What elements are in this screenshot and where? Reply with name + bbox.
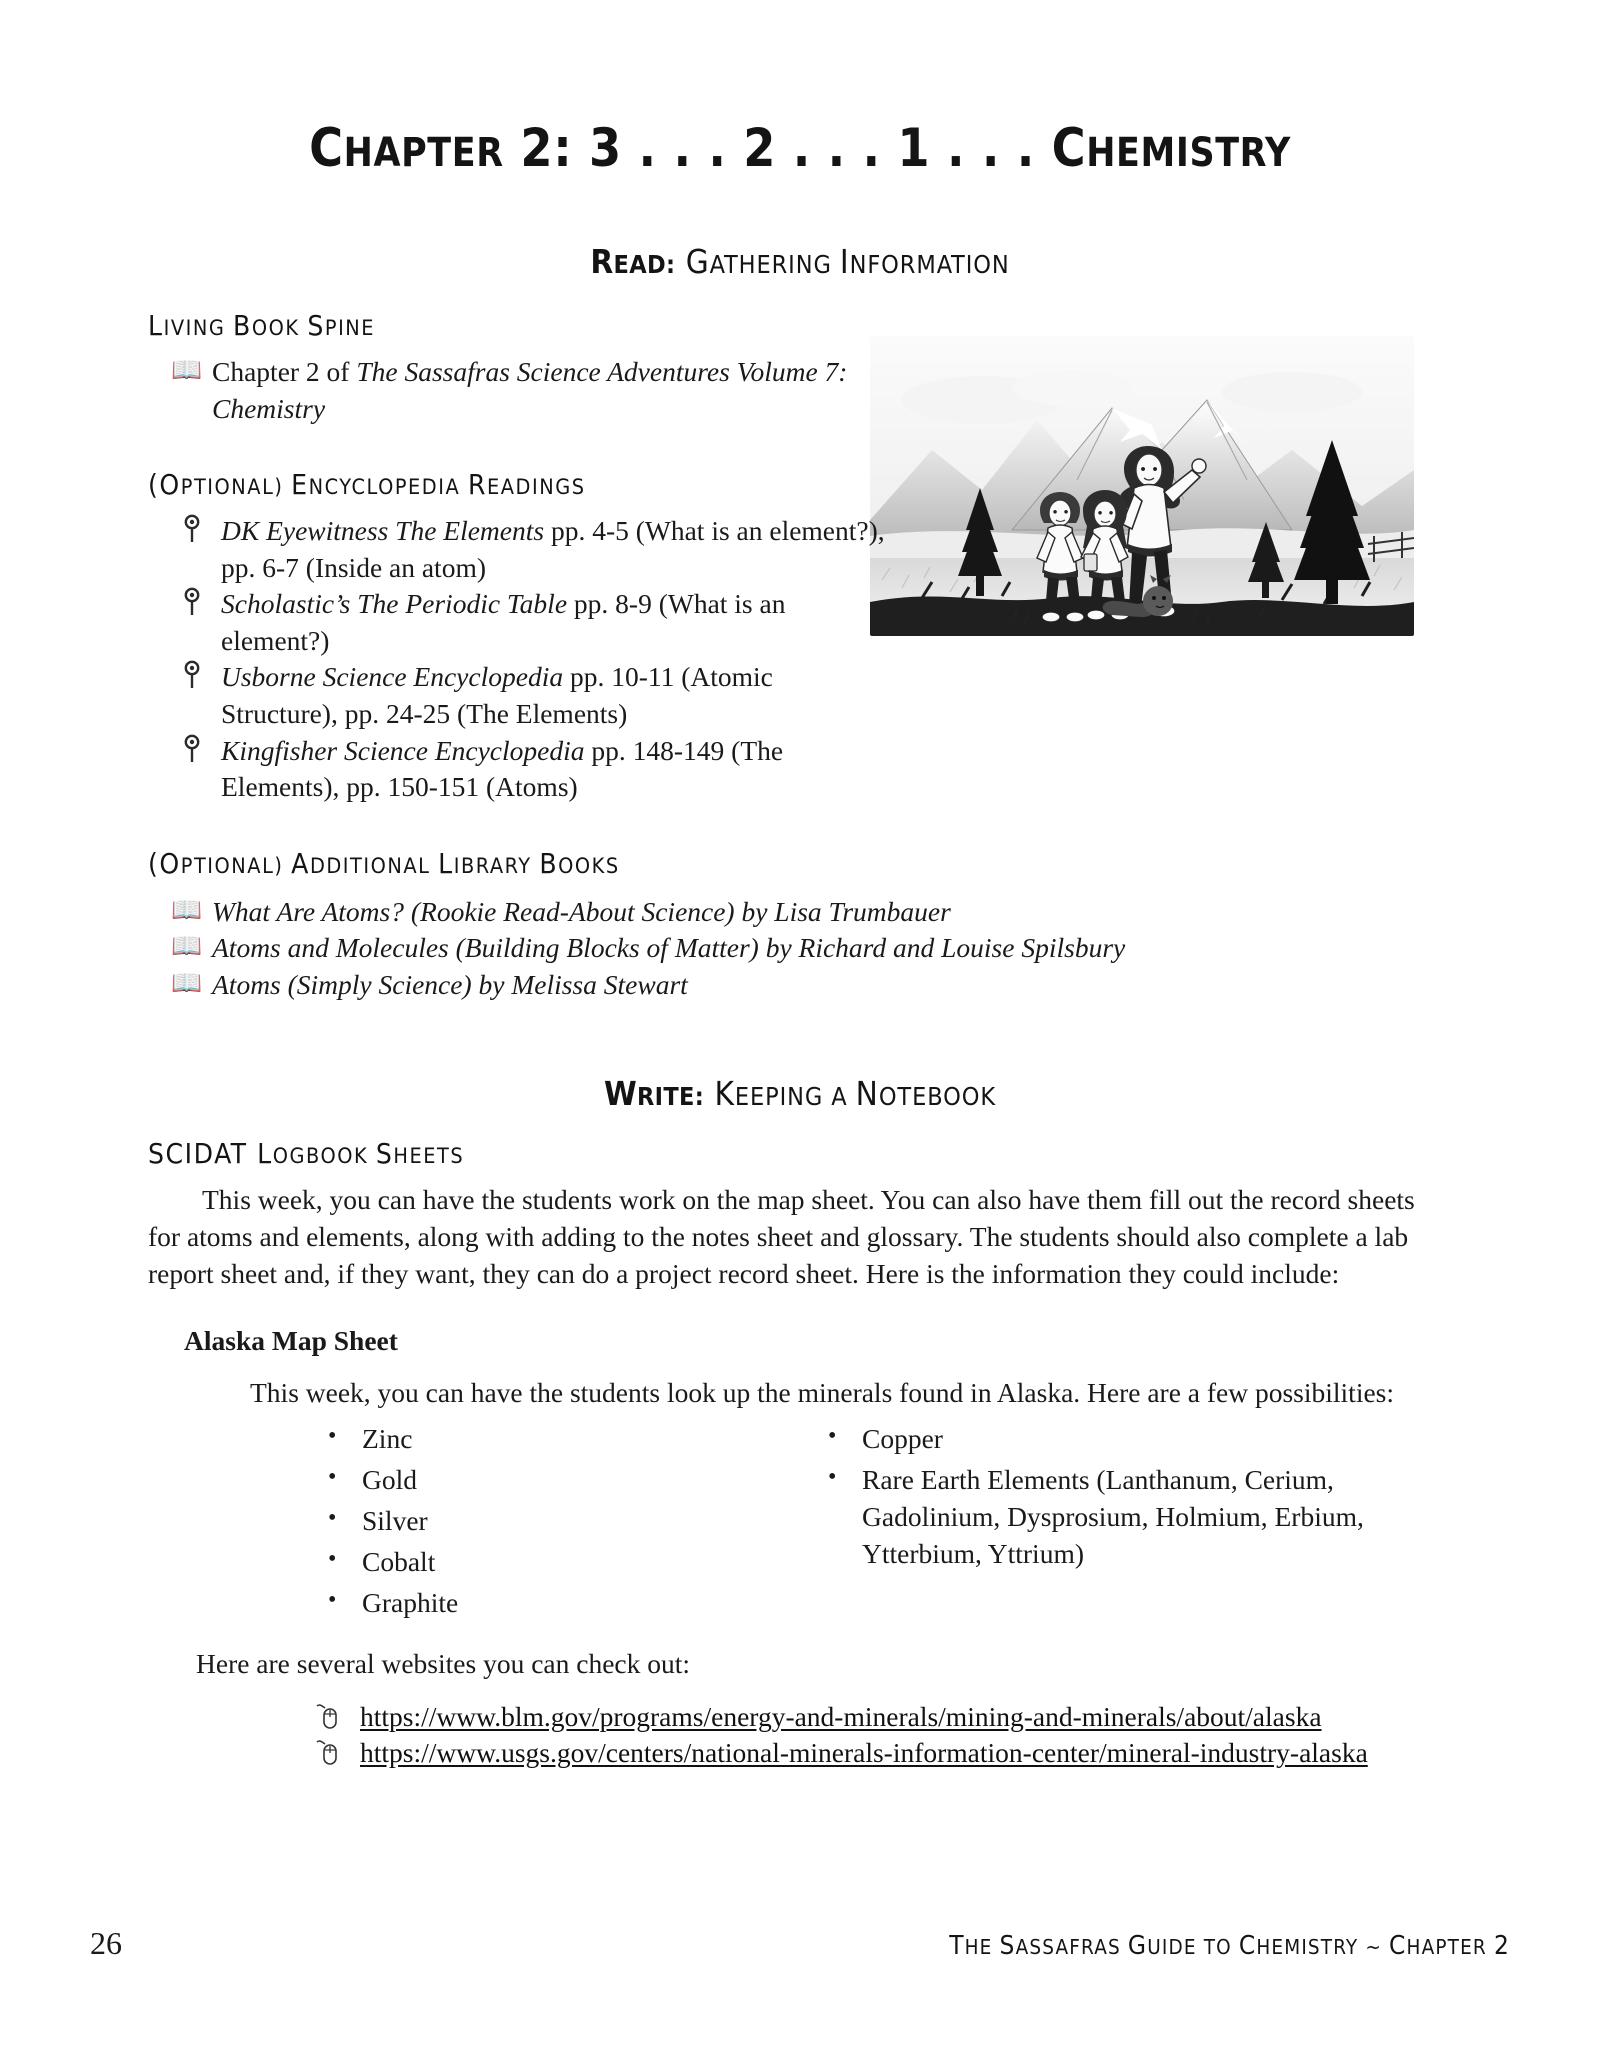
read-heading-mid2: NFORMATION xyxy=(849,250,1010,279)
lbs-a: L xyxy=(148,309,164,342)
page-title-w2: HEMISTRY xyxy=(1086,130,1291,176)
write-heading-lead-cap: W xyxy=(603,1074,638,1114)
minerals-list-2 xyxy=(818,1421,1452,1572)
lbs-c: B xyxy=(233,309,252,342)
lib-item-2: Atoms (Simply Science) by Melissa Stewart xyxy=(212,968,688,1000)
read-heading-lead xyxy=(590,242,675,281)
page-footer xyxy=(0,1925,1600,1962)
lbs-b: IVING xyxy=(163,316,234,341)
list-item: • Graphite xyxy=(318,1585,788,1622)
encyclopedia-readings-heading xyxy=(148,468,888,502)
list-item xyxy=(148,967,1452,1004)
open-book-icon: 📖 xyxy=(171,969,203,997)
write-heading-cap2: N xyxy=(855,1074,879,1114)
enc-item-3-italic: Kingfisher Science Encyclopedia xyxy=(221,734,585,766)
sci-e: HEETS xyxy=(393,1144,465,1170)
computer-mouse-icon xyxy=(312,1701,346,1736)
lib-e: L xyxy=(438,846,454,880)
read-heading-cap1: G xyxy=(685,242,710,281)
lbs-item-prefix: Chapter 2 of xyxy=(212,356,357,387)
lib-g: B xyxy=(539,846,559,880)
write-heading-mid2: OTEBOOK xyxy=(878,1082,997,1112)
sci-a: SCIDAT xyxy=(148,1137,258,1171)
write-heading-rest xyxy=(704,1074,996,1113)
key-pin-icon xyxy=(178,660,206,695)
ft-a: T xyxy=(949,1931,965,1961)
enc-item-0-rest: pp. 4-5 (What is an element?), pp. 6-7 (Inside an atom) xyxy=(221,515,885,583)
encyclopedia-readings-list xyxy=(148,513,888,806)
website-link[interactable]: https://www.blm.gov/programs/energy-and-minerals/mining-and-minerals/about/alaska xyxy=(360,1700,1322,1732)
ft-j: HAPTER xyxy=(1406,1935,1494,1959)
enc-item-0-italic: DK Eyewitness The Elements xyxy=(221,515,545,547)
open-book-icon: 📖 xyxy=(171,933,203,961)
sci-c: OGBOOK xyxy=(272,1144,376,1170)
page-title-num: 2: 3 . . . 2 . . . 1 . . . xyxy=(503,118,1052,179)
read-heading-lead-rest: EAD: xyxy=(613,250,676,279)
page-number: 26 xyxy=(90,1925,122,1961)
write-heading-mid1: EEPING A xyxy=(734,1082,856,1112)
read-heading-cap2: I xyxy=(839,242,850,281)
list-item xyxy=(148,930,1452,967)
read-section-heading xyxy=(148,242,1452,281)
read-heading-lead-cap: R xyxy=(590,242,614,281)
enc-item-1-rest: pp. 8-9 (What is an element?) xyxy=(221,588,786,656)
list-item xyxy=(300,1699,1452,1736)
lib-item-0: What Are Atoms? (Rookie Read-About Science) by Lisa Trumbauer xyxy=(212,895,951,927)
list-item xyxy=(148,354,888,427)
list-item xyxy=(148,659,888,732)
enc-d: NCYCLOPEDIA xyxy=(308,475,468,501)
mountain-scene-illustration xyxy=(862,330,1422,695)
lib-b: PTIONAL) xyxy=(180,853,292,879)
lib-a: (O xyxy=(148,846,181,880)
lib-h: OOKS xyxy=(558,853,620,879)
lbs-e: S xyxy=(307,309,325,342)
lbs-d: OOK xyxy=(251,316,308,341)
write-heading-lead-rest: RITE: xyxy=(637,1082,705,1112)
page-title-w1: HAPTER xyxy=(343,130,504,176)
ft-e: G xyxy=(1127,1931,1148,1961)
list-item: • Copper xyxy=(818,1421,1452,1458)
scidat-paragraph: This week, you can have the students work on the map sheet. You can also have them fill out the record sheets for atoms and elements, along with adding to the notes sheet and glossary. The students should also complete a lab report sheet and, if they want, they can do a project record sheet. Here is the information they could include: xyxy=(148,1184,1415,1289)
list-item xyxy=(148,513,888,586)
list-item: • Rare Earth Elements (Lanthanum, Cerium, Gadolinium, Dysprosium, Holmium, Erbium, Ytterbium, Yttrium) xyxy=(818,1462,1452,1573)
minerals-two-column xyxy=(148,1421,1452,1625)
lbs-item-italic: The Sassafras Science Adventures Volume 7: Chemistry xyxy=(212,356,848,424)
ft-c: S xyxy=(999,1931,1016,1961)
lbs-f: PINE xyxy=(324,316,376,341)
minerals-column-2 xyxy=(788,1421,1452,1625)
minerals-column-1 xyxy=(148,1421,788,1625)
list-item: • Gold xyxy=(318,1462,788,1499)
living-book-spine-heading xyxy=(148,309,888,342)
ft-g: C xyxy=(1238,1931,1257,1961)
enc-item-3-rest: pp. 148-149 (The Elements), pp. 150-151 (Atoms) xyxy=(221,734,784,803)
enc-a: (O xyxy=(148,468,181,502)
computer-mouse-icon xyxy=(312,1737,346,1772)
ft-f: UIDE TO xyxy=(1147,1935,1239,1959)
list-item: • Zinc xyxy=(318,1421,788,1458)
key-pin-icon xyxy=(178,734,206,769)
page-title-c1: C xyxy=(309,118,344,179)
list-item: • Silver xyxy=(318,1503,788,1540)
enc-c: E xyxy=(291,468,309,502)
ft-k: 2 xyxy=(1493,1931,1510,1961)
enc-item-2-italic: Usborne Science Encyclopedia xyxy=(221,661,564,693)
page-title xyxy=(168,0,1433,179)
write-heading-cap1: K xyxy=(714,1074,735,1114)
key-pin-icon xyxy=(178,514,206,549)
enc-item-1-italic: Scholastic’s The Periodic Table xyxy=(221,588,568,620)
ft-i: C xyxy=(1389,1931,1407,1961)
enc-e: R xyxy=(467,468,487,502)
footer-title xyxy=(949,1931,1510,1961)
page-title-c2: C xyxy=(1051,118,1087,179)
alaska-map-sheet-paragraph: This week, you can have the students look up the minerals found in Alaska. Here are a few possibilities: xyxy=(250,1376,1395,1408)
sci-d: S xyxy=(375,1137,394,1171)
lib-c: A xyxy=(291,846,310,880)
list-item: • Cobalt xyxy=(318,1544,788,1581)
read-heading-rest xyxy=(675,242,1009,281)
lib-item-1: Atoms and Molecules (Building Blocks of Matter) by Richard and Louise Spilsbury xyxy=(212,932,1126,964)
ft-h: HEMISTRY ~ xyxy=(1256,1935,1390,1959)
sci-b: L xyxy=(257,1137,273,1171)
ft-d: ASSAFRAS xyxy=(1015,1935,1128,1959)
list-item xyxy=(148,894,1452,931)
library-books-heading xyxy=(148,846,1452,880)
open-book-icon: 📖 xyxy=(171,896,203,924)
enc-f: EADINGS xyxy=(486,475,586,501)
websites-lead-text: Here are several websites you can check out: xyxy=(196,1647,691,1679)
lib-d: DDITIONAL xyxy=(309,853,439,879)
websites-list xyxy=(148,1699,1452,1772)
open-book-icon: 📖 xyxy=(171,357,203,384)
write-heading-lead xyxy=(604,1074,704,1113)
minerals-list-1 xyxy=(318,1421,788,1621)
lib-f: IBRARY xyxy=(453,853,540,879)
alaska-map-sheet-heading: Alaska Map Sheet xyxy=(184,1324,398,1356)
read-heading-mid1: ATHERING xyxy=(709,250,840,279)
write-section-heading xyxy=(148,1074,1452,1114)
ft-b: HE xyxy=(964,1935,1000,1959)
living-book-spine-list xyxy=(148,354,888,427)
list-item xyxy=(148,733,888,806)
enc-item-2-rest: pp. 10-11 (Atomic Structure), pp. 24-25 (The Elements) xyxy=(221,661,773,729)
website-link[interactable]: https://www.usgs.gov/centers/national-minerals-information-center/mineral-industry-alaska xyxy=(360,1737,1368,1769)
list-item xyxy=(148,586,888,659)
scidat-logbook-heading xyxy=(148,1137,1452,1171)
list-item xyxy=(300,1735,1452,1772)
key-pin-icon xyxy=(178,587,206,622)
library-books-list xyxy=(148,894,1452,1004)
enc-b: PTIONAL) xyxy=(180,475,292,501)
